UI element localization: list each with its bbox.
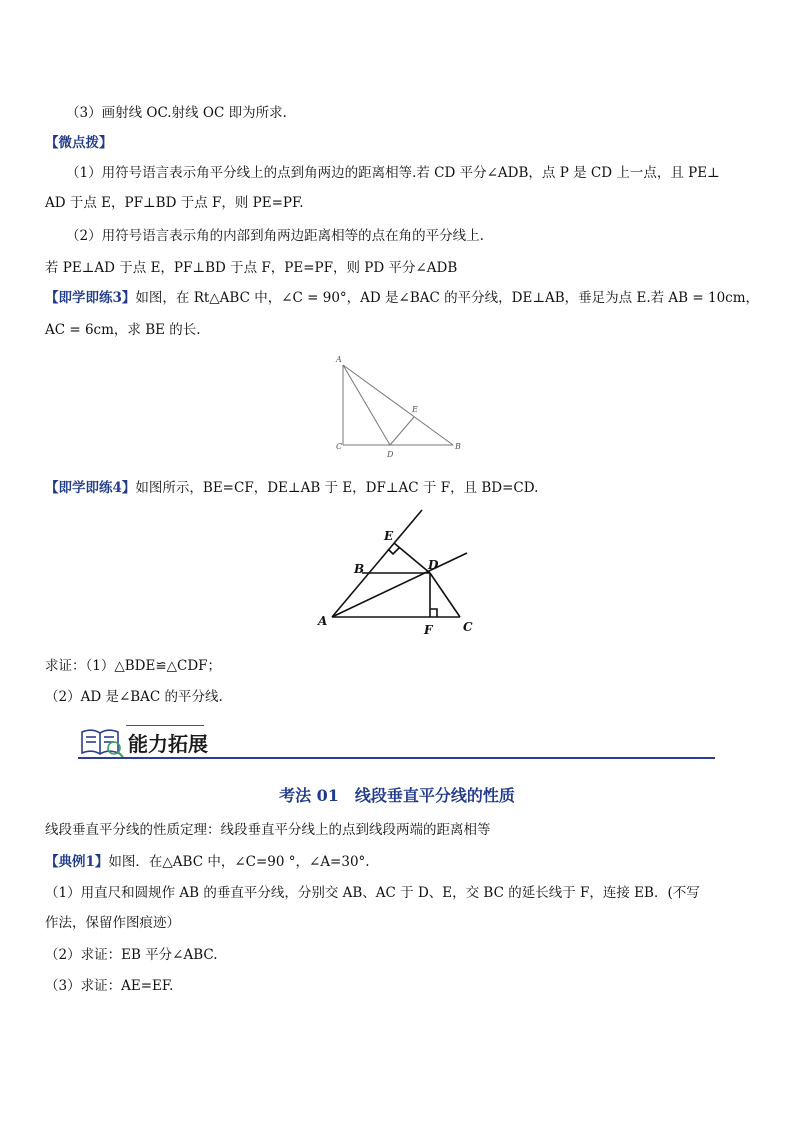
exercise-3-tag: 【即学即练3】 — [45, 290, 136, 306]
text-line-15: 作法，保留作图痕迹） — [45, 915, 180, 931]
text-line-8: AC = 6cm，求 BE 的长. — [45, 322, 201, 338]
figure-angle-bisector — [312, 505, 487, 640]
text-line-16: （2）求证：EB 平分∠ABC. — [45, 947, 218, 963]
section-title: 考法 01 线段垂直平分线的性质 — [279, 786, 515, 805]
banner-title: 能力拓展 — [128, 732, 208, 756]
text-line-1: （3）画射线 OC.射线 OC 即为所求. — [66, 105, 287, 121]
figure-right-triangle — [328, 352, 468, 462]
banner-top-rule — [126, 725, 204, 726]
fig2-label-f: F — [424, 623, 433, 637]
fig2-label-b: B — [354, 562, 365, 576]
book-icon — [78, 722, 124, 758]
text-line-5: （2）用符号语言表示角的内部到角两边距离相等的点在角的平分线上. — [66, 228, 484, 244]
fig2-label-c: C — [463, 620, 473, 634]
tip-heading: 【微点拨】 — [45, 135, 113, 151]
exercise-4-tag: 【即学即练4】 — [45, 480, 136, 496]
fig2-label-e: E — [384, 529, 394, 543]
fig2-label-d: D — [428, 558, 439, 572]
fig1-label-a: A — [336, 355, 342, 364]
exercise-4 — [45, 478, 744, 498]
example-1-text: 如图．在△ABC 中，∠C=90 °，∠A=30°. — [108, 854, 370, 870]
text-line-14: （1）用直尺和圆规作 AB 的垂直平分线，分别交 AB、AC 于 D、E，交 BC 的延长线于 F，连接 EB．(不写 — [45, 885, 700, 901]
exercise-3 — [45, 288, 760, 308]
fig1-label-c: C — [336, 442, 343, 451]
text-line-10: 求证：（1）△BDE≌△CDF； — [45, 658, 222, 674]
fig1-label-e: E — [412, 405, 418, 414]
text-line-12: 线段垂直平分线的性质定理：线段垂直平分线上的点到线段两端的距离相等 — [45, 822, 491, 838]
exercise-4-text: 如图所示，BE=CF，DE⊥AB 于 E，DF⊥AC 于 F，且 BD=CD. — [135, 480, 539, 496]
fig2-label-a: A — [318, 614, 328, 628]
text-line-3: （1）用符号语言表示角平分线上的点到角两边的距离相等.若 CD 平分∠ADB，点 P 是 CD 上一点，且 PE⊥ — [66, 165, 720, 181]
example-1-tag: 【典例1】 — [45, 854, 109, 870]
example-1 — [45, 852, 744, 872]
text-line-17: （3）求证：AE=EF. — [45, 978, 174, 994]
text-line-6: 若 PE⊥AD 于点 E，PF⊥BD 于点 F，PE=PF，则 PD 平分∠ADB — [45, 260, 458, 276]
text-line-4: AD 于点 E，PF⊥BD 于点 F，则 PE=PF. — [45, 195, 304, 211]
exercise-3-text: 如图，在 Rt△ABC 中，∠C = 90°，AD 是∠BAC 的平分线，DE⊥AB，垂足为点 E.若 AB = 10cm， — [135, 290, 760, 306]
text-line-11: （2）AD 是∠BAC 的平分线. — [45, 689, 223, 705]
banner-rule — [78, 757, 715, 759]
fig1-label-b: B — [455, 442, 461, 451]
fig1-label-d: D — [387, 450, 394, 459]
